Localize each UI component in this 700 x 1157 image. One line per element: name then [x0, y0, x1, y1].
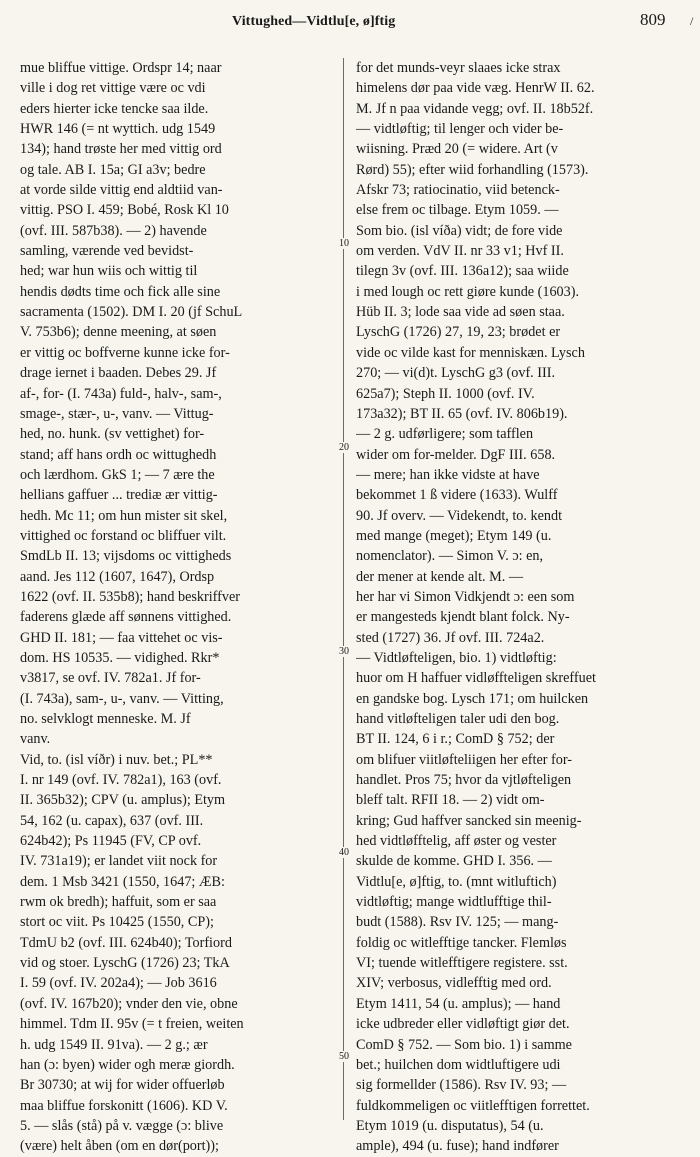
text-line: faderens glæde aff sønnens vittighed.: [20, 609, 232, 626]
column-divider: [343, 58, 344, 1120]
text-line: om blifuer viitløfteliigen her efter for-: [356, 751, 572, 768]
text-line: Afskr 73; ratiocinatio, viid betenck-: [356, 182, 560, 199]
text-line: (være) helt åben (om en dør(port));: [20, 1138, 219, 1155]
text-line: vide oc vilde kast for menniskæn. Lysch: [356, 344, 585, 361]
text-line: hed vidtløfftelig, aff øster og vester: [356, 833, 557, 850]
text-line: 1622 (ovf. II. 535b8); hand beskriffver: [20, 588, 240, 605]
text-line: for det munds-veyr slaaes icke strax: [356, 60, 561, 76]
text-line: — mere; han ikke vidste at have: [356, 466, 540, 483]
text-line: hand vitløfteligen taler udi den bog.: [356, 711, 560, 727]
page-number: 809: [640, 10, 666, 29]
text-line: ville i dog ret vittige være oc vdi: [20, 80, 206, 97]
text-line: Som bio. (isl víða) vidt; de fore vide: [356, 222, 563, 239]
text-line: hedh. Mc 11; om hun mister sit skel,: [20, 507, 228, 524]
text-line: Rørd) 55); efter wiid forhandling (1573).: [356, 161, 589, 178]
text-line: himmel. Tdm II. 95v (= t freien, weiten: [20, 1016, 244, 1033]
text-line: wider om for-melder. DgF III. 658.: [356, 446, 556, 463]
text-line: och lærdhom. GkS 1; — 7 ære the: [20, 466, 215, 483]
text-line: ComD § 752. — Som bio. 1) i samme: [356, 1036, 572, 1053]
text-line: sig formellder (1586). Rsv IV. 93; —: [356, 1077, 567, 1094]
text-line: om verden. VdV II. nr 33 v1; Hvf II.: [356, 243, 564, 260]
text-line: bekommet 1 ß videre (1633). Wulff: [356, 487, 558, 504]
text-line: nomenclator). — Simon V. ɔ: en,: [356, 548, 544, 565]
text-line: icke udbreder eller vidløftigt giør det.: [356, 1016, 570, 1033]
text-line: 90. Jf overv. — Videkendt, to. kendt: [356, 507, 563, 524]
text-line: her har vi Simon Vidkjendt ɔ: een som: [356, 588, 575, 605]
text-line: (ovf. III. 587b38). — 2) havende: [20, 222, 207, 239]
text-line: drage iernet i baaden. Debes 29. Jf: [20, 365, 217, 382]
text-line: hendis dødts time och fick alle sine: [20, 283, 221, 300]
text-line: 54, 162 (u. capax), 637 (ovf. III.: [20, 812, 204, 829]
line-number: 30: [334, 646, 354, 657]
corner-mark: /: [690, 14, 694, 28]
text-line: Etym 1411, 54 (u. amplus); — hand: [356, 995, 561, 1012]
text-line: HWR 146 (= nt wyttich. udg 1549: [20, 121, 216, 138]
text-line: huor om H haffuer vidløffteligen skreffuet: [356, 670, 596, 687]
text-line: skulde de komme. GHD I. 356. —: [356, 853, 552, 870]
text-line: TdmU b2 (ovf. III. 624b40); Torfiord: [20, 934, 232, 951]
line-number: 50: [334, 1051, 354, 1062]
text-line: 5. — slås (stå) på v. vægge (ɔ: blive: [20, 1117, 224, 1134]
text-line: — vidtløftig; til lenger och vider be-: [356, 121, 564, 138]
text-line: vanv.: [20, 731, 51, 748]
text-line: I. nr 149 (ovf. IV. 782a1), 163 (ovf.: [20, 772, 222, 789]
text-line: Br 30730; at wij for wider offuerløb: [20, 1077, 225, 1094]
text-line: 173a32); BT II. 65 (ovf. IV. 806b19).: [356, 405, 568, 422]
text-line: dem. 1 Msb 3421 (1550, 1647; ÆB:: [20, 873, 225, 890]
text-line: vidtløftig; mange widtlufftige thil-: [356, 894, 552, 911]
text-line: Hüb II. 3; lode saa vide ad søen staa.: [356, 304, 565, 321]
text-line: mue bliffue vittige. Ordspr 14; naar: [20, 60, 222, 76]
text-line: Vid, to. (isl víðr) i nuv. bet.; PL**: [20, 751, 213, 768]
text-line: h. udg 1549 II. 91va). — 2 g.; ær: [20, 1036, 208, 1053]
page-header: [0, 8, 700, 34]
text-line: wiisning. Præd 20 (= widere. Art (v: [356, 141, 558, 158]
text-line: hellians gaffuer ... trediæ ær vittig-: [20, 487, 218, 504]
line-number: 40: [334, 847, 354, 858]
text-line: dom. HS 10535. — vidighed. Rkr*: [20, 649, 220, 666]
text-line: vittighed oc forstand oc bliffuer vilt.: [20, 527, 227, 544]
text-line: GHD II. 181; — faa vittehet oc vis-: [20, 629, 223, 646]
text-line: v3817, se ovf. IV. 782a1. Jf for-: [20, 670, 201, 687]
text-line: handlet. Pros 75; hvor da vjtløfteligen: [356, 772, 572, 789]
text-line: og tale. AB I. 15a; GI a3v; bedre: [20, 161, 206, 178]
text-line: af-, for- (I. 743a) fuld-, halv-, sam-,: [20, 385, 222, 402]
text-line: budt (1588). Rsv IV. 125; — mang-: [356, 914, 559, 931]
text-line: maa bliffue forskonitt (1606). KD V.: [20, 1097, 228, 1114]
text-line: sacramenta (1502). DM I. 20 (jf SchuL: [20, 304, 243, 321]
text-line: VI; tuende witlefftigere registere. sst.: [356, 955, 568, 972]
text-line: i med lough oc rett giøre kunde (1603).: [356, 283, 580, 300]
text-line: kring; Gud haffver sancked sin meenig-: [356, 812, 582, 829]
text-line: BT II. 124, 6 i r.; ComD § 752; der: [356, 731, 555, 748]
text-line: en gandske bog. Lysch 171; om huilcken: [356, 690, 589, 707]
text-line: — Vidtløfteligen, bio. 1) vidtløftig:: [356, 649, 557, 666]
right-column: [356, 58, 686, 1157]
text-line: (ovf. IV. 167b20); vnder den vie, obne: [20, 995, 238, 1012]
text-line: IV. 731a19); er landet viit nock for: [20, 853, 218, 870]
text-line: Vidtlu[e, ø]ftig, to. (mnt witluftich): [356, 873, 557, 890]
text-line: bet.; huilchen dom widtluftigere udi: [356, 1056, 561, 1073]
text-line: bleff talt. RFII 18. — 2) vidt om-: [356, 792, 545, 809]
running-head: Vittughed—Vidtlu[e, ø]ftig: [232, 14, 396, 29]
text-line: er mangesteds kjendt blant folck. Ny-: [356, 609, 570, 626]
text-line: (I. 743a), sam-, u-, vanv. — Vitting,: [20, 690, 224, 707]
text-line: tilegn 3v (ovf. III. 136a12); saa wiide: [356, 263, 569, 280]
text-line: samling, værende ved bevidst-: [20, 243, 194, 260]
text-line: himelens dør paa vide væg. HenrW II. 62.: [356, 80, 595, 97]
text-line: ample), 494 (u. fuse); hand indfører: [356, 1138, 559, 1155]
text-line: LyschG (1726) 27, 19, 23; brødet er: [356, 324, 561, 341]
text-line: med mange (meget); Etym 149 (u.: [356, 527, 552, 544]
text-line: rwm ok bredh); haffuit, som er saa: [20, 894, 217, 911]
text-line: 624b42); Ps 11945 (FV, CP ovf.: [20, 833, 202, 850]
text-line: XIV; verbosus, vidlefftig med ord.: [356, 975, 552, 992]
text-line: vittig. PSO I. 459; Bobé, Rosk Kl 10: [20, 202, 229, 219]
line-number: 10: [334, 238, 354, 249]
text-line: M. Jf n paa vidande vegg; ovf. II. 18b52f.: [356, 100, 594, 117]
line-number: 20: [334, 442, 354, 453]
text-line: at vorde silde vittig end aldtiid van-: [20, 182, 223, 199]
text-line: hed; war hun wiis och wittig til: [20, 263, 198, 280]
text-line: 134); hand trøste her med vittig ord: [20, 141, 222, 158]
text-line: stort oc viit. Ps 10425 (1550, CP);: [20, 914, 214, 931]
text-line: foldig oc witlefftige tancker. Flemløs: [356, 934, 567, 951]
text-line: smage-, stær-, u-, vanv. — Vittug-: [20, 405, 214, 422]
text-line: aand. Jes 112 (1607, 1647), Ordsp: [20, 568, 215, 585]
text-line: — 2 g. udførligere; som tafflen: [356, 426, 534, 443]
text-line: 625a7); Steph II. 1000 (ovf. IV.: [356, 385, 535, 402]
text-line: I. 59 (ovf. IV. 202a4); — Job 3616: [20, 975, 217, 992]
text-line: hed, no. hunk. (sv vettighet) for-: [20, 426, 205, 443]
text-line: fuldkommeligen oc viitlefftigen forrettet.: [356, 1097, 590, 1114]
text-line: II. 365b32); CPV (u. amplus); Etym: [20, 792, 226, 809]
left-column: [20, 58, 336, 1157]
text-line: vid og stoer. LyschG (1726) 23; TkA: [20, 955, 230, 972]
text-line: der mener at kende alt. M. —: [356, 568, 524, 585]
text-line: stand; aff hans ordh oc wittughedh: [20, 446, 217, 463]
text-line: er vittig oc boffverne kunne icke for-: [20, 344, 230, 361]
text-line: eders hierter icke tencke saa ilde.: [20, 100, 209, 117]
text-line: no. selvklogt menneske. M. Jf: [20, 711, 191, 727]
text-line: han (ɔ: byen) wider ogh meræ giordh.: [20, 1056, 235, 1073]
text-line: SmdLb II. 13; vijsdoms oc vittigheds: [20, 548, 232, 565]
text-line: V. 753b6); denne meening, at søen: [20, 324, 217, 341]
text-line: sted (1727) 36. Jf ovf. III. 724a2.: [356, 629, 545, 646]
text-line: 270; — vi(d)t. LyschG g3 (ovf. III.: [356, 365, 555, 382]
text-line: else frem oc tilbage. Etym 1059. —: [356, 202, 559, 219]
text-line: Etym 1019 (u. disputatus), 54 (u.: [356, 1117, 544, 1134]
